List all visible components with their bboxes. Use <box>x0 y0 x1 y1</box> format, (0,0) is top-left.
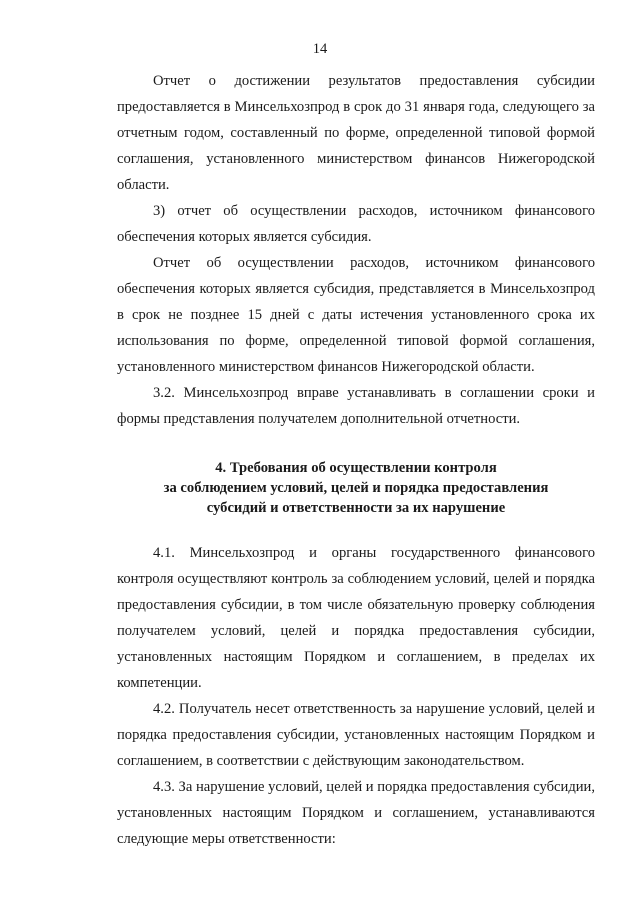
page-number: 14 <box>312 41 328 57</box>
paragraph-4-3: 4.3. За нарушение условий, целей и порядка предоставления субсидии, установленных настоящим Порядком и соглашением, устанавливаются следующие меры ответственности: <box>117 779 596 847</box>
paragraph-4-1: 4.1. Минсельхозпрод и органы государственного финансового контроля осуществляют контроль за соблюдением условий, целей и порядка предоставления субсидии, в том числе обязательную проверку соблюдения получателем условий, целей и порядка предоставления субсидии, установленных настоящим Порядком и соглашением, в пределах их компетенции. <box>117 545 595 691</box>
paragraph-report-results: Отчет о достижении результатов предоставления субсидии предоставляется в Минсельхозпрод в срок до 31 января года, следующего за отчетным годом, составленный по форме, определенной типовой формой соглашения, установленного министерством финансов Нижегородской области. <box>117 73 595 193</box>
section-heading <box>117 458 595 518</box>
paragraph-3-2: 3.2. Минсельхозпрод вправе устанавливать в соглашении сроки и формы представления получателем дополнительной отчетности. <box>117 385 595 427</box>
section-heading-line-3: субсидий и ответственности за их нарушение <box>206 500 506 516</box>
section-heading-line-2: за соблюдением условий, целей и порядка предоставления <box>163 480 549 496</box>
paragraph-4-2: 4.2. Получатель несет ответственность за нарушение условий, целей и порядка предоставления субсидии, установленных настоящим Порядком и соглашением, в соответствии с действующим законодательством. <box>117 701 595 769</box>
document-body <box>117 68 595 852</box>
paragraph-report-expenses-deadline: Отчет об осуществлении расходов, источником финансового обеспечения которых является субсидия, представляется в Минсельхозпрод в срок не позднее 15 дней с даты истечения установленного срока их использования по форме, определенной типовой формой соглашения, установленного министерством финансов Нижегородской области. <box>117 255 595 375</box>
paragraph-report-expenses-item: 3) отчет об осуществлении расходов, источником финансового обеспечения которых является субсидия. <box>117 203 595 245</box>
section-heading-line-1: 4. Требования об осуществлении контроля <box>215 460 497 476</box>
